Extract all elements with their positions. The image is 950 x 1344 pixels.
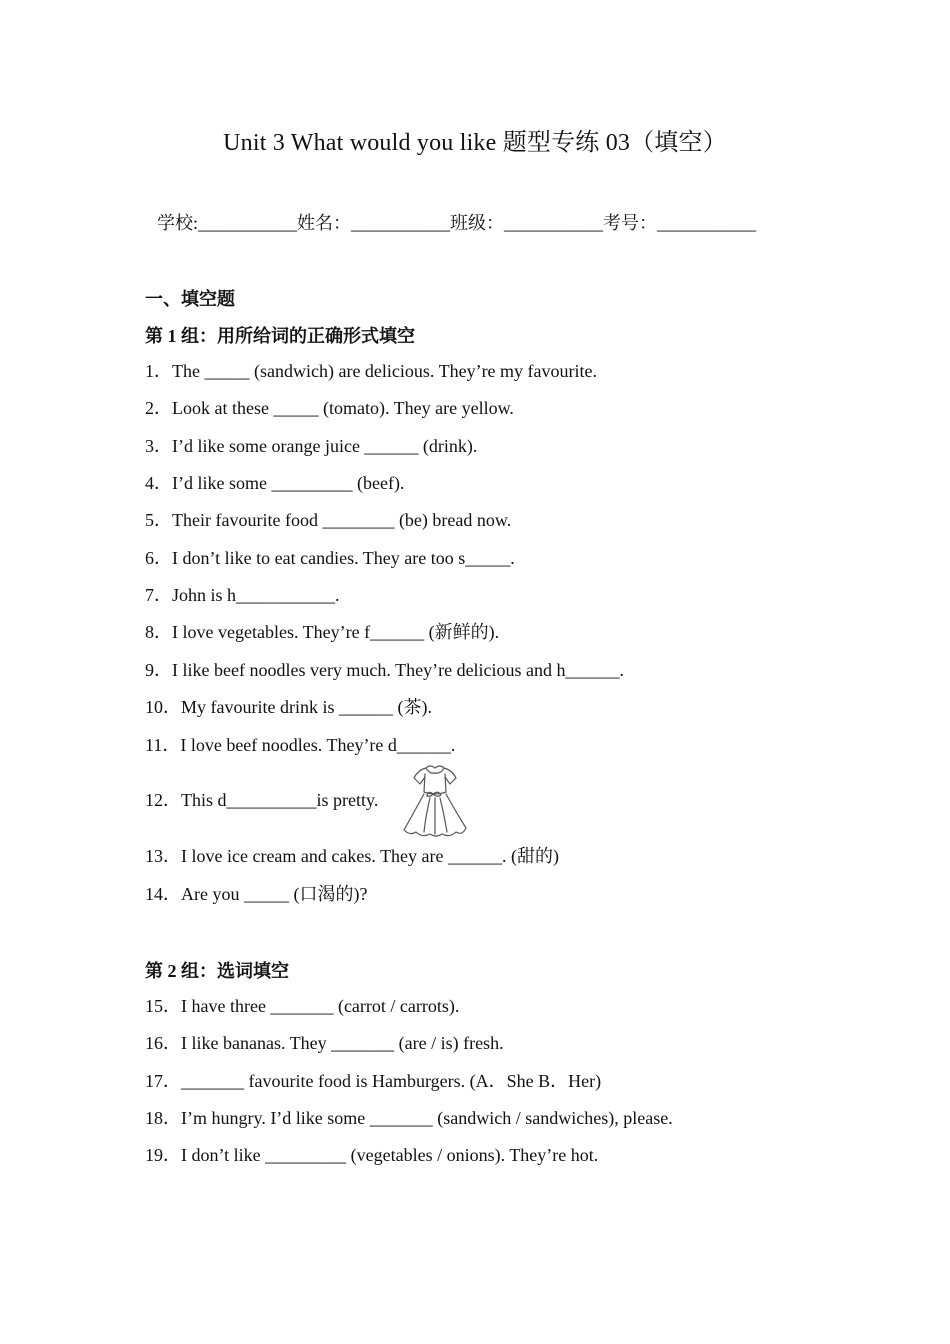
question-15: 15．I have three _______ (carrot / carrots). (145, 996, 460, 1016)
student-info-line: 学校:___________姓名：___________班级：___________考号：___________ (157, 213, 756, 233)
question-13: 13．I love ice cream and cakes. They are ______. (甜的) (145, 846, 560, 866)
question-18: 18．I’m hungry. I’d like some _______ (sandwich / sandwiches), please. (145, 1108, 673, 1128)
question-19: 19．I don’t like _________ (vegetables / onions). They’re hot. (145, 1145, 599, 1165)
group-2-heading: 第 2 组：选词填空 (145, 961, 289, 981)
question-11: 11．I love beef noodles. They’re d______. (145, 735, 456, 755)
question-7: 7．John is h___________. (145, 585, 340, 605)
question-4: 4．I’d like some _________ (beef). (145, 473, 405, 493)
page-title: Unit 3 What would you like 题型专练 03（填空） (223, 130, 727, 156)
question-16: 16．I like bananas. They _______ (are / is) fresh. (145, 1033, 504, 1053)
dress-icon (400, 762, 470, 838)
question-9: 9．I like beef noodles very much. They’re delicious and h______. (145, 660, 625, 680)
question-17: 17．_______ favourite food is Hamburgers. (A．She B．Her) (145, 1071, 602, 1091)
question-10: 10．My favourite drink is ______ (茶). (145, 697, 432, 717)
question-6: 6．I don’t like to eat candies. They are too s_____. (145, 548, 515, 568)
question-12: 12．This d__________is pretty. (145, 790, 379, 810)
question-14: 14．Are you _____ (口渴的)? (145, 884, 368, 904)
group-1-heading: 第 1 组：用所给词的正确形式填空 (145, 326, 415, 346)
question-2: 2．Look at these _____ (tomato). They are yellow. (145, 398, 514, 418)
question-3: 3．I’d like some orange juice ______ (drink). (145, 436, 478, 456)
question-5: 5．Their favourite food ________ (be) bread now. (145, 510, 512, 530)
question-1: 1．The _____ (sandwich) are delicious. They’re my favourite. (145, 361, 598, 381)
question-8: 8．I love vegetables. They’re f______ (新鲜的). (145, 622, 500, 642)
section-heading: 一、填空题 (145, 289, 235, 309)
